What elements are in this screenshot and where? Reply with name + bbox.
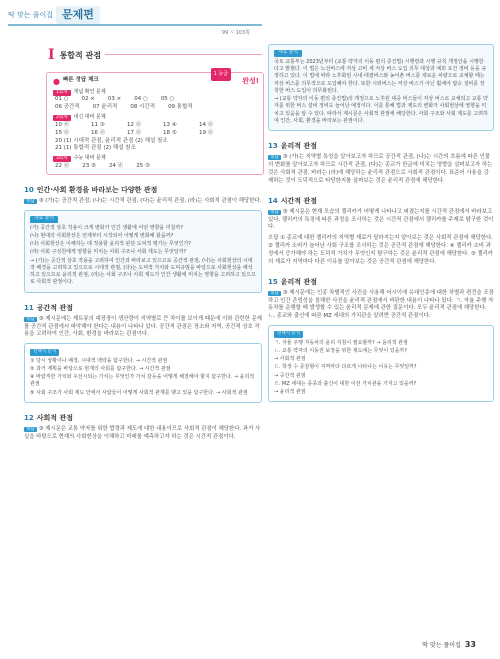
answer-item: 23 ⑤ (82, 162, 96, 169)
question-body (268, 154, 494, 185)
question-title-text: 인간·사회 환경을 바라보는 다양한 관점 (36, 185, 158, 194)
answer-item: 24 ⓓ (108, 162, 124, 169)
question-11 (8, 303, 262, 403)
answer-extra: 20 (1) 시대적 관점, 윤리적 관점 (2) 해설 참조 (55, 137, 168, 144)
question-number: 14 (268, 196, 278, 205)
answer-head-label: 빠른 정답 체크 (62, 77, 99, 84)
header-small: 딱 맞는 풀이집 (8, 10, 54, 19)
choice-analysis-box (24, 343, 262, 403)
analysis-box (24, 210, 262, 293)
question-title-text: 윤리적 관점 (280, 142, 317, 151)
question-number: 15 (268, 277, 278, 286)
answer-item: 25 ③ (136, 162, 150, 169)
question-body (24, 426, 262, 442)
answer-extra: 21 (1) 통합적 관점 (2) 해설 참조 (55, 145, 136, 152)
question-body-text: ③ 제시문에는 인종 차별적인 사진을 사용해 어시이에 유대인종에 대한 차별과 편견을 조장하고 인간 존엄성을 침해한 사진을 윤리적 관점에서 비판한 내용이 나타나 있다. ㄱ. 자율 주행 자동차를 운행할 때 발생할 수 있는 윤리적 문제에 관한 질문이다. 모두 윤리적 관점에 해당한다. ㄴ, 종교와 출신에 따른 MZ 세대의 가치관을 알려면 공간적 관점이다. (268, 289, 494, 320)
question-body (24, 198, 262, 206)
question-14 (268, 196, 494, 267)
analysis-line: (나) 현대의 사회현상은 언제부터 시작되어 어떻게 변화해 왔을까? (30, 232, 174, 239)
complete-label: 완성! (242, 76, 259, 85)
answer-row (55, 163, 257, 171)
round-tag: 2회차 (53, 115, 71, 122)
section-number: I (48, 47, 55, 64)
section-rule (105, 54, 262, 55)
question-10 (8, 185, 262, 293)
answer-category-3 (53, 155, 257, 162)
answer-item: 03 × (107, 96, 122, 103)
answer-item: 06 공간적 (55, 104, 80, 111)
question-title (24, 413, 262, 423)
question-title (268, 277, 494, 287)
answer-check-box (46, 72, 264, 175)
round-tag: 1회차 (53, 90, 71, 97)
choice-analysis-box (268, 325, 494, 402)
choice-line: ㄱ. 자율 주행 자동차의 윤리 지침이 필요할까? → 윤리적 관점 (274, 339, 408, 346)
choice-line: ⑤ 사회 구조가 사회 제도 안에서 사람들이 어떻게 사회적 관계를 맺고 있을 탐구한다. → 사회적 관점 (30, 389, 248, 396)
question-body-text: ③ 제시문에는 제트류의 대장장이 생산량이 지역별로 큰 차이를 보이게 때문에 이와 관련한 문제를 공간적 관점에서 파악해야 한다는 내용이 나타나 있다. 공간적 관점은 장소와 지역, 공간적 상호 작용을 고려하여 인간, 사회, 환경을 바라보는 관점이다. (24, 315, 262, 338)
question-body-text: ③ 제시문은 교통 약자를 위한 법령과 제도에 대한 내용이므로 사회적 관점이 해당한다. 과거 사실을 바탕으로 현재의 사회현상을 이해하고 미래를 예측하고자 하는 것은 시간적 관점이다. (24, 426, 261, 440)
analysis-line: (다) 사회현상은 이해하는 데 적용할 윤리적 판단 도덕적 평가는 무엇인가? (30, 241, 191, 248)
answer-item: 12 ⓓ (127, 121, 142, 128)
analysis-box (268, 44, 494, 131)
question-number: 10 (24, 185, 34, 194)
question-title (268, 141, 494, 151)
answer-label: 정답 (26, 198, 35, 204)
question-title-text: 사회적 관점 (36, 413, 73, 422)
choice-line: ㄹ. MZ 세대는 종종과 출신이 대한 이전 가치관을 가지고 있을까? (274, 380, 417, 387)
category-label: 개념 확인 문제 (73, 89, 106, 96)
question-12 (8, 413, 262, 442)
header-title: 문제편 (56, 6, 100, 24)
question-number: 11 (24, 303, 34, 312)
analysis-line: (가) 공간적 상호 작용이 크게 변화가 인간 생활에 어떤 영향을 미칠까? (30, 224, 183, 231)
question-body-text: ③ 제시문은 현재 모습의 젤리카가 어떻게 나타나고 퍼졌는지를 시간적 관점에서 바라보고 있다. 젤리카의 특징에 따른 과정을 조사하는 것은 시간적 관점에서 젤리카를 주제로 탐구한 것이다. (268, 208, 494, 231)
answer-label: 정답 (26, 316, 35, 322)
answer-grid (55, 122, 257, 138)
answer-item: 22 ⓓ (55, 162, 70, 169)
answer-item: 13 ④ (163, 121, 177, 128)
choice-line: ㄷ. 학생 수 증감형이 지역마다 다르게 나타나는 이유는 무엇일까? (274, 364, 417, 371)
question-13 (268, 141, 494, 185)
answer-label: 정답 (270, 155, 279, 161)
question-body (268, 209, 494, 232)
analysis-line: (라) 사회 구성원에게 영향을 미치는 사회 구조나 사회 제도는 무엇일까? (30, 249, 187, 256)
answer-item: 02 × (81, 96, 95, 103)
question-15 (268, 277, 494, 403)
answer-item: 18 ⑤ (163, 129, 177, 136)
choice-line: → 공간적 관점 (274, 372, 306, 379)
question-title (268, 196, 494, 206)
question-title (24, 185, 262, 195)
answer-row (55, 104, 257, 112)
header-divider (8, 24, 262, 26)
answer-item: 17 ⓓ (127, 129, 142, 136)
question-notes: 오답 ① 종교에 대한 젤리카의 지역별 재료가 달라지는지 알아보는 것은 사회적 관점에 해당한다. ② 젤리카 소비가 늘어난 사회 구조를 조사하는 것은 공간적 관점에 해당한다. ④ 젤리카 소비 과정에서 증가해야 하는 도덕적 가치가 무엇인지 탐구하는 것은 윤리적 관점에 해당한다. ⑤ 젤리카의 재료가 지역마다 다른 이유를 알아보는 것은 공간적 관점에 해당한다. (268, 235, 493, 265)
header (8, 5, 100, 25)
answer-item: 07 윤리적 (92, 104, 118, 111)
box-label: 자료 분석 (30, 216, 58, 223)
question-title-text: 윤리적 관점 (280, 277, 317, 286)
answer-item: 16 ⓓ (91, 129, 106, 136)
box-label: 선택지 분석 (30, 349, 59, 356)
footer-label: 딱 맞는 풀이집 (422, 642, 461, 650)
section-title: 통합적 관점 (59, 50, 101, 60)
page-footer (422, 639, 476, 651)
answer-label: 정답 (270, 290, 279, 296)
box-label: 자료 분석 (274, 50, 302, 57)
answer-category-2 (53, 114, 257, 121)
answer-item: 14 ⓓ (199, 121, 214, 128)
analysis-note: → (가)는 공간적 상호 작용을 고려하여 인간과 바라보고 있으므로 공간적 관점, (나)는 사회현상의 시대적 배경을 고려하고 있으므로 시대적 관점, (다)는 도덕적 가치와 도덕규범을 바탕으로 사회현상을 해석하고 있으므로 윤리적 관점, (라)는 사회 구조나 사회 제도가 인간 생활에 미치는 영향을 고려하고 있으므로 사회적 관점이다. (30, 257, 256, 286)
question-number: 13 (268, 142, 278, 151)
choice-line: ② 과거 계획을 바탕으로 현재의 사회를 탐구한다. → 시간적 관점 (30, 365, 171, 372)
question-body-text: ③ (가)는 지역별 특성을 알아보고자 하므로 공간적 관점, (나)는 시간의 흐름에 따른 인물의 변화를 알아보고자 하므로 시간적 관점, (다)는 종교가 한글에 미치는 영향을 살펴보고자 하는 것은 사회적 관점, 바라는 (라)에 해당하는 윤리적 관점으로 사회적 관점이다. 표준어 사용을 강제하는 것이 도덕적으로 타당한지를 살펴보는 것은 윤리적 관점에 해당한다. (268, 154, 493, 184)
grade-badge: 1 등급 (211, 68, 231, 81)
answer-category-1 (53, 89, 257, 96)
question-body-text: ③ (가)는 공간적 관점, (나)는 시간적 관점, (다)는 윤리적 관점, (라)는 사회적 관점이 해당한다. (38, 197, 262, 204)
answer-item: 08 시간적 (130, 104, 156, 111)
bullet-icon: ● (53, 76, 60, 86)
answer-row (55, 96, 257, 104)
choice-line: → 사회적 관점 (274, 356, 306, 363)
answer-label: 정답 (26, 427, 35, 433)
right-column (268, 30, 494, 402)
question-body (24, 316, 262, 339)
analysis-note: → (교통 약자의 이동 편의 증진법)의 개정으로 노후된 대중 버스들이 저상 버스로 교체되고 교통 약자를 위한 버스 설비 정비도 늘어난 예정이다. 이를 통해 법과 제도의 변화가 사회현상에 영향을 미치고 있음을 알 수 있다. 따라서 제시문은 사회적 관점에 해당한다. 사회 구조와 사회 제도를 고려하여 인간, 사회, 환경을 바라보는 관점이다. (274, 96, 488, 124)
answer-item: 19 ⓓ (199, 129, 214, 136)
choice-line: ④ 바람직한 가치와 우선시되는 가치는 무엇인가 가치 갈등을 어떻게 해결해야 할지 탐구한다. → 윤리적 관점 (30, 374, 255, 388)
answer-label: 정답 (270, 209, 279, 215)
choice-line: ① 당시 상황이나 배경, 시대적 맥락을 탐구한다. → 시간적 관점 (30, 357, 168, 364)
answer-item: 01 ○ (55, 96, 69, 103)
category-label: 수능 대비 문제 (73, 155, 106, 162)
answer-item: 15 ⓓ (55, 129, 70, 136)
answer-item: 09 통합적 (168, 104, 193, 111)
question-title-text: 공간적 관점 (36, 303, 73, 312)
analysis-paragraph: 국토 교통부는 2023년부터 (교통 약자의 이동 편의 증진법) 시행령과 시행 규칙 개정안을 시행한다고 밝혔다. 이 법은 노선버스에 저상 고비 세 저상 버스 도입 의무 대상과 예외 요건 정비 등을 규정하고 있다. 이 법에 따라 노후화된 시내·대절버스와 농어촌 버스를 새로운 차량으로 교체할 때는 저상 버스를 의무적으로 도입해야 한다. 또한 시외버스는 저상 버스가 아닌 휠체어 탑승 설비를 장착한 버스 도입이 의무화된다. (274, 58, 487, 94)
question-number: 12 (24, 413, 34, 422)
choice-line: ㄴ. 교통 약자의 이동권 보장을 위한 제도에는 무엇이 있을까? (274, 347, 407, 354)
box-label: 선택지 분석 (274, 331, 303, 338)
section-heading (8, 45, 262, 65)
answer-item: 04 ○ (134, 96, 148, 103)
category-label: 내신 대비 문제 (73, 114, 106, 121)
answer-item: 11 ③ (91, 121, 105, 128)
choice-line: → 윤리적 관점 (274, 389, 306, 396)
page-number: 33 (464, 640, 476, 650)
answer-item: 10 ⓓ (55, 121, 70, 128)
question-title (24, 303, 262, 313)
page-range: 99 ~ 103쪽 (221, 30, 250, 36)
question-title-text: 시간적 관점 (280, 196, 317, 205)
answer-item: 05 ○ (160, 96, 175, 103)
round-tag: 3회차 (53, 156, 71, 163)
question-body (268, 290, 494, 321)
left-column (8, 30, 262, 442)
